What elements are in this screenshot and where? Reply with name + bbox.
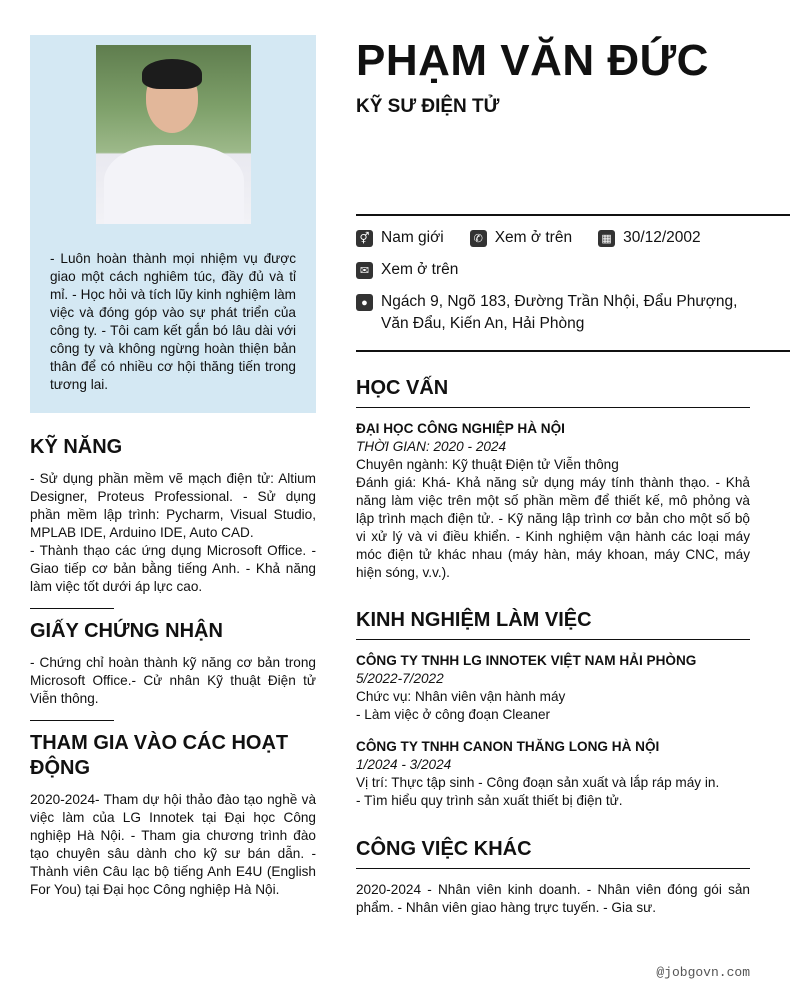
gender: Nam giới xyxy=(381,229,444,246)
skills-text: - Sử dụng phần mềm vẽ mạch điện tử: Altium Designer, Proteus Professional. - Sử dụng phần mềm lập trình: Pycharm, Visual Studio, MPLAB IDE, Arduino IDE, Auto CAD. xyxy=(30,471,316,540)
job-detail: - Làm việc ở công đoạn Cleaner xyxy=(356,707,551,722)
certificates-heading: GIẤY CHỨNG NHẬN xyxy=(30,620,223,642)
job-detail: - Tìm hiểu quy trình sản xuất thiết bị điện tử. xyxy=(356,793,623,808)
other-work-text: 2020-2024 - Nhân viên kinh doanh. - Nhân viên đóng gói sản phẩm. - Nhân viên giao hàng trực tuyến. - Gia sư. xyxy=(356,882,750,915)
left-column xyxy=(30,35,316,899)
divider xyxy=(30,720,114,721)
job-time: 1/2024 - 3/2024 xyxy=(356,757,452,772)
divider xyxy=(30,608,114,609)
activities-section xyxy=(30,731,316,899)
profile-photo xyxy=(96,45,251,224)
contact-info xyxy=(356,227,776,345)
certificates-text: - Chứng chỉ hoàn thành kỹ năng cơ bản trong Microsoft Office.- Cử nhân Kỹ thuật Điện tử Viễn thông. xyxy=(30,655,316,706)
phone: Xem ở trên xyxy=(494,229,573,246)
job-detail: Chức vụ: Nhân viên vận hành máy xyxy=(356,689,566,704)
career-objective: - Luôn hoàn thành mọi nhiệm vụ được giao một cách nghiêm túc, đầy đủ và tỉ mỉ. - Học hỏi và tích lũy kinh nghiệm làm việc và đóng góp vào sự phát triển của công ty. - Tôi cam kết gắn bó lâu dài với công ty và không ngừng hoàn thiện bản thân để có nhiều cơ hội thăng tiến trong tương lai. xyxy=(50,251,296,392)
job-time: 5/2022-7/2022 xyxy=(356,671,444,686)
header xyxy=(356,35,750,118)
education-description: Đánh giá: Khá- Khả năng sử dụng máy tính thành thạo. - Khả năng làm việc trên một số phần mềm để thiết kế, mô phỏng và lập trình mạch điện tử. - Kỹ năng lập trình cơ bản cho một số bộ vi xử lý và vi điều khiển. - Kinh nghiệm vận hành các loại máy móc điện tử khác nhau (máy hàn, máy khoan, máy CNC, máy hiện sóng, v.v.). xyxy=(356,475,750,580)
job-entry xyxy=(356,738,750,810)
company-name: CÔNG TY TNHH CANON THĂNG LONG HÀ NỘI xyxy=(356,739,660,754)
skills-section xyxy=(30,435,316,596)
gender-icon: ⚥ xyxy=(356,230,373,247)
education-section xyxy=(356,375,750,582)
school-name: ĐẠI HỌC CÔNG NGHIỆP HÀ NỘI xyxy=(356,421,565,436)
experience-heading: KINH NGHIỆM LÀM VIỆC xyxy=(356,607,750,640)
email-icon: ✉ xyxy=(356,262,373,279)
email: Xem ở trên xyxy=(381,261,459,278)
location-icon: ● xyxy=(356,294,373,311)
company-name: CÔNG TY TNHH LG INNOTEK VIỆT NAM HẢI PHÒNG xyxy=(356,653,697,668)
calendar-icon: ▦ xyxy=(598,230,615,247)
candidate-name: PHẠM VĂN ĐỨC xyxy=(356,36,709,85)
phone-icon: ✆ xyxy=(470,230,487,247)
job-title: KỸ SƯ ĐIỆN TỬ xyxy=(356,96,500,117)
other-work-section xyxy=(356,836,750,917)
education-heading: HỌC VẤN xyxy=(356,375,750,408)
profile-box xyxy=(30,35,316,413)
major: Chuyên ngành: Kỹ thuật Điện tử Viễn thông xyxy=(356,457,619,472)
job-detail: Vị trí: Thực tập sinh - Công đoạn sản xuất và lắp ráp máy in. xyxy=(356,775,720,790)
address: Ngách 9, Ngõ 183, Đường Trần Nhội, Đẩu Phượng, Văn Đẩu, Kiến An, Hải Phòng xyxy=(381,293,738,332)
activities-heading: THAM GIA VÀO CÁC HOẠT ĐỘNG xyxy=(30,732,289,779)
activities-text: 2020-2024- Tham dự hội thảo đào tạo nghề và việc làm của LG Innotek tại Đại học Công nghiệp Hà Nội. - Tham gia chương trình đào tạo chuyên sâu dành cho kỹ sư bán dẫn. - Thành viên Câu lạc bộ tiếng Anh E4U (English For You) tại Đại học Công nghiệp Hà Nội. xyxy=(30,792,316,897)
date-of-birth: 30/12/2002 xyxy=(623,229,701,246)
divider xyxy=(356,350,790,352)
divider xyxy=(356,214,790,216)
skills-text: - Thành thạo các ứng dụng Microsoft Office. - Giao tiếp cơ bản bằng tiếng Anh. - Khả năng làm việc tốt dưới áp lực cao. xyxy=(30,543,316,594)
skills-heading: KỸ NĂNG xyxy=(30,436,123,458)
footer-watermark: @jobgovn.com xyxy=(656,965,750,980)
other-work-heading: CÔNG VIỆC KHÁC xyxy=(356,836,750,869)
job-entry xyxy=(356,652,750,724)
certificates-section xyxy=(30,619,316,708)
education-time: THỜI GIAN: 2020 - 2024 xyxy=(356,439,507,454)
experience-section xyxy=(356,607,750,824)
